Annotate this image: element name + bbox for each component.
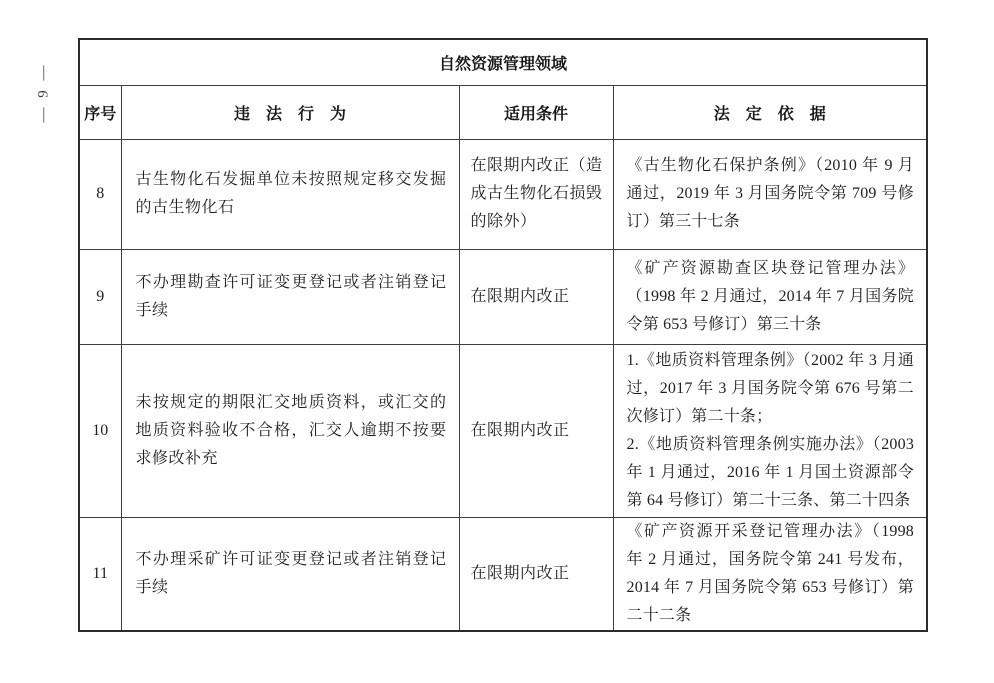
column-header-behavior-label: 违法行为 [233,105,362,123]
violations-table [78,38,928,632]
column-header-number [79,85,121,139]
legal-basis-paragraph: 2.《地质资料管理条例实施办法》（2003 年 1 月通过，2016 年 1 月国土资源部令第 64 号修订）第二十三条、第二十四条 [626,435,915,509]
table-head [79,39,927,139]
legal-basis-paragraph: 《矿产资源开采登记管理办法》（1998 年 2 月通过，国务院令第 241 号发布，2014 年 7 月国务院令第 653 号修订）第二十二条 [626,522,915,624]
table-row [79,344,927,517]
column-header-basis-label: 法定依据 [713,105,842,123]
column-header-condition-label: 适用条件 [503,105,568,123]
page-number [14,52,74,132]
table-header-row [79,85,927,139]
applicable-condition-cell: 在限期内改正 [459,249,613,344]
legal-basis-cell [613,139,927,249]
column-header-number-label: 序号 [84,105,117,123]
legal-basis-cell [613,517,927,631]
violation-behavior-cell: 不办理勘查许可证变更登记或者注销登记手续 [121,249,459,344]
legal-basis-paragraph: 1.《地质资料管理条例》（2002 年 3 月通过，2017 年 3 月国务院令第 676 号第二次修订）第二十条； [626,351,915,425]
legal-basis-paragraph: 《矿产资源勘查区块登记管理办法》（1998 年 2 月通过，2014 年 7 月国务院令第 653 号修订）第三十条 [626,259,915,333]
table-title-row [79,39,927,85]
row-number-cell: 11 [79,517,121,631]
violation-behavior-cell: 古生物化石发掘单位未按照规定移交发掘的古生物化石 [121,139,459,249]
legal-basis-cell [613,249,927,344]
applicable-condition-cell: 在限期内改正 [459,517,613,631]
row-number-cell: 9 [79,249,121,344]
violation-behavior-cell: 不办理采矿许可证变更登记或者注销登记手续 [121,517,459,631]
table-row [79,517,927,631]
table-title: 自然资源管理领域 [79,39,927,85]
column-header-basis [613,85,927,139]
column-header-condition [459,85,613,139]
row-number-cell: 8 [79,139,121,249]
table-row [79,249,927,344]
column-header-behavior [121,85,459,139]
violation-behavior-cell: 未按规定的期限汇交地质资料，或汇交的地质资料验收不合格，汇交人逾期不按要求修改补充 [121,344,459,517]
table-row [79,139,927,249]
row-number-cell: 10 [79,344,121,517]
legal-basis-cell [613,344,927,517]
page-number-label: — 9 — [35,62,52,122]
legal-basis-paragraph: 《古生物化石保护条例》（2010 年 9 月通过，2019 年 3 月国务院令第 709 号修订）第三十七条 [626,157,915,230]
table-body [79,139,927,631]
applicable-condition-cell: 在限期内改正（造成古生物化石损毁的除外） [459,139,613,249]
applicable-condition-cell: 在限期内改正 [459,344,613,517]
